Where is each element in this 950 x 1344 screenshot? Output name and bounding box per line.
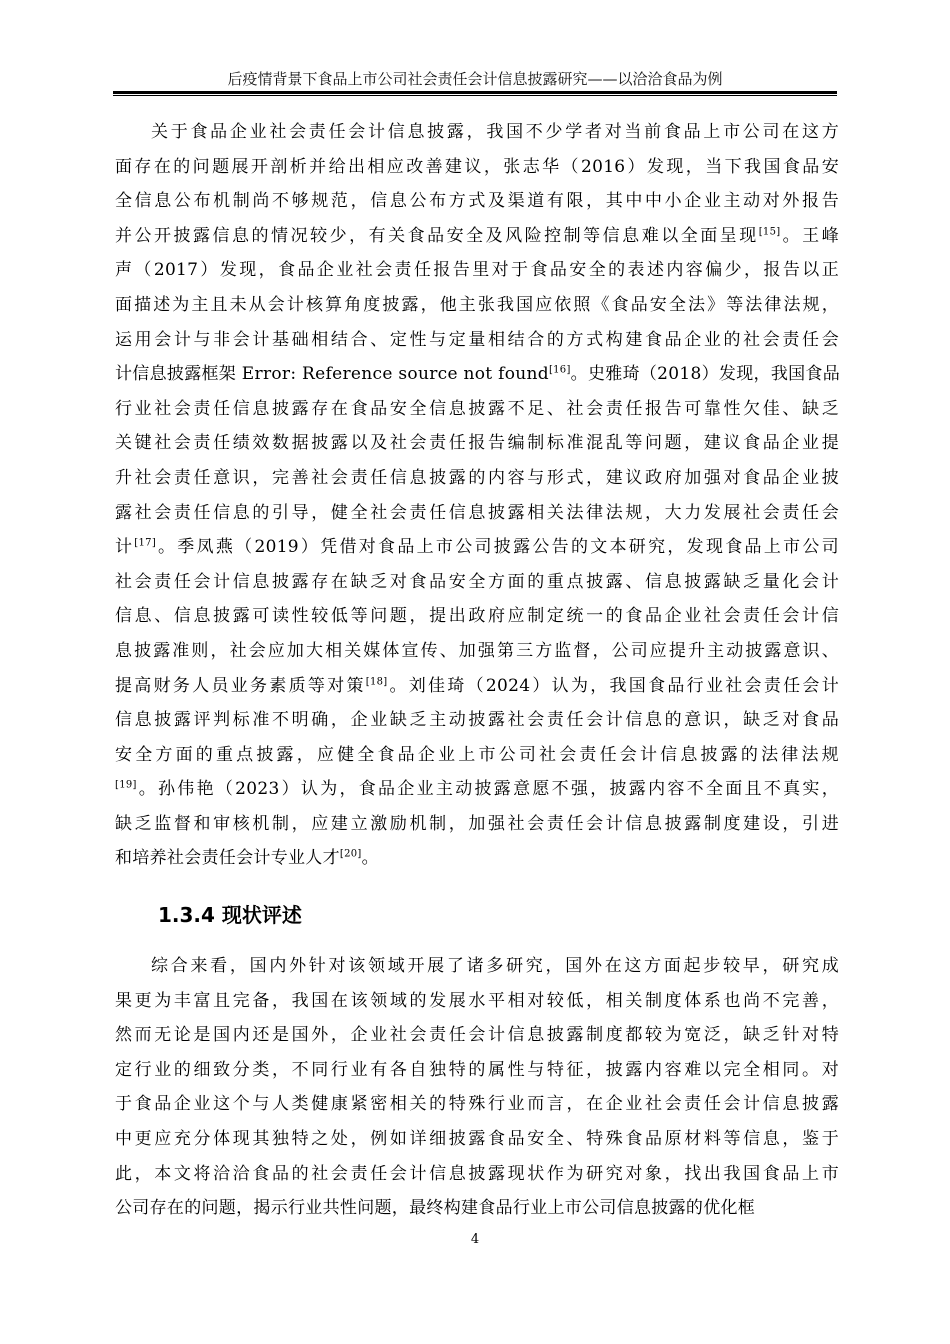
citation-superscript: [17] [134,537,157,549]
text-line [115,253,839,288]
line-text: 提高财务人员业务素质等对策 [115,675,366,696]
line-text: 此，本文将洽洽食品的社会责任会计信息披露现状作为研究对象，找出我国食品上市 [115,1163,839,1184]
body-paragraph-literature-review [115,115,839,876]
citation-superscript: [19] [115,779,137,791]
line-text: 公司存在的问题，揭示行业共性问题，最终构建食品行业上市公司信息披露的优化框 [115,1198,756,1219]
page-number: 4 [470,1232,480,1247]
line-text-continuation: 。孙伟艳（2023）认为，食品企业主动披露意愿不强，披露内容不全面且不真实， [136,779,839,800]
line-text: 升社会责任意识，完善社会责任信息披露的内容与形式，建议政府加强对食品企业披 [115,467,839,488]
text-line [115,184,839,219]
citation-superscript: [16] [548,364,571,376]
text-line [115,1191,839,1226]
text-line [115,392,839,427]
citation-superscript: [20] [339,848,362,860]
line-text: 计 [115,537,135,558]
text-line [115,323,839,358]
text-line [115,115,839,150]
text-line [115,703,839,738]
line-text-continuation: 。史雅琦（2018）发现，我国食品 [570,364,841,385]
text-line [115,772,839,807]
line-text-continuation: 。刘佳琦（2024）认为，我国食品行业社会责任会计 [387,675,839,696]
text-line [115,984,839,1019]
line-text: 综合来看，国内外针对该领域开展了诸多研究，国外在这方面起步较早，研究成 [151,956,839,976]
text-line [115,565,839,600]
text-line [115,530,839,565]
line-text: 露社会责任信息的引导，健全社会责任信息披露相关法律法规，大力发展社会责任会 [115,502,839,523]
line-text: 安全方面的重点披露，应健全食品企业上市公司社会责任会计信息披露的法律法规 [115,744,839,765]
line-text: 面存在的问题展开剖析并给出相应改善建议，张志华（2016）发现，当下我国食品安 [115,156,839,177]
text-line [115,357,839,392]
line-text: 息披露准则，社会应加大相关媒体宣传、加强第三方监督，公司应提升主动披露意识、 [115,640,839,661]
line-text: 定行业的细致分类，不同行业有各自独特的属性与特征，披露内容难以完全相同。对 [115,1059,839,1080]
line-text: 面描述为主且未从会计核算角度披露，他主张我国应依照《食品安全法》等法律法规， [115,294,839,315]
text-line [115,1053,839,1088]
line-text: 果更为丰富且完备，我国在该领域的发展水平相对较低，相关制度体系也尚不完善， [115,990,839,1011]
line-text: 信息、信息披露可读性较低等问题，提出政府应制定统一的食品企业社会责任会计信 [115,606,839,627]
citation-superscript: [15] [758,226,781,238]
line-text: 关键社会责任绩效数据披露以及社会责任报告编制标准混乱等问题，建议食品企业提 [115,433,839,454]
line-text: 行业社会责任信息披露存在食品安全信息披露不足、社会责任报告可靠性欠佳、缺乏 [115,398,839,419]
text-line [115,219,839,254]
text-line [115,841,839,876]
text-line [115,1018,839,1053]
header-rule-thick [113,91,837,94]
text-line [115,949,839,984]
line-text: 中更应充分体现其独特之处，例如详细披露食品安全、特殊食品原材料等信息，鉴于 [115,1128,839,1149]
line-text: 运用会计与非会计基础相结合、定性与定量相结合的方式构建食品企业的社会责任会 [115,329,839,350]
text-line [115,288,839,323]
running-header: 后疫情背景下食品上市公司社会责任会计信息披露研究——以洽洽食品为例 [227,70,723,88]
line-text: 社会责任会计信息披露存在缺乏对食品安全方面的重点披露、信息披露缺乏量化会计 [115,571,839,592]
text-line [115,461,839,496]
section-heading: 1.3.4 现状评述 [158,903,302,927]
body-paragraph-summary [115,949,839,1226]
line-text: 缺乏监督和审核机制，应建立激励机制，加强社会责任会计信息披露制度建设，引进 [115,813,839,834]
text-line [115,669,839,704]
header-rule-thin [113,95,837,96]
text-line [115,738,839,773]
line-text: 全信息公布机制尚不够规范，信息公布方式及渠道有限，其中中小企业主动对外报告 [115,191,839,212]
text-line [115,599,839,634]
line-text: 声（2017）发现，食品企业社会责任报告里对于食品安全的表述内容偏少，报告以正 [115,260,839,281]
text-line [115,634,839,669]
line-text: 于食品企业这个与人类健康紧密相关的特殊行业而言，在企业社会责任会计信息披露 [115,1094,839,1115]
text-line [115,1157,839,1192]
citation-superscript: [18] [365,675,388,687]
line-text-continuation: 。 [361,848,379,869]
text-line [115,807,839,842]
line-text: 计信息披露框架 Error: Reference source not found [115,364,549,385]
line-text: 然而无论是国内还是国外，企业社会责任会计信息披露制度都较为宽泛，缺乏针对特 [115,1025,839,1046]
text-line [115,150,839,185]
line-text: 和培养社会责任会计专业人才 [115,848,340,869]
text-line [115,1122,839,1157]
text-line [115,496,839,531]
line-text: 并公开披露信息的情况较少，有关食品安全及风险控制等信息难以全面呈现 [115,225,759,246]
line-text-continuation: 。季凤燕（2019）凭借对食品上市公司披露公告的文本研究，发现食品上市公司 [156,537,839,558]
text-line [115,426,839,461]
line-text-continuation: 。王峰 [780,225,839,246]
line-text: 关于食品企业社会责任会计信息披露，我国不少学者对当前食品上市公司在这方 [151,122,839,142]
line-text: 信息披露评判标准不明确，企业缺乏主动披露社会责任会计信息的意识，缺乏对食品 [115,710,839,731]
text-line [115,1087,839,1122]
